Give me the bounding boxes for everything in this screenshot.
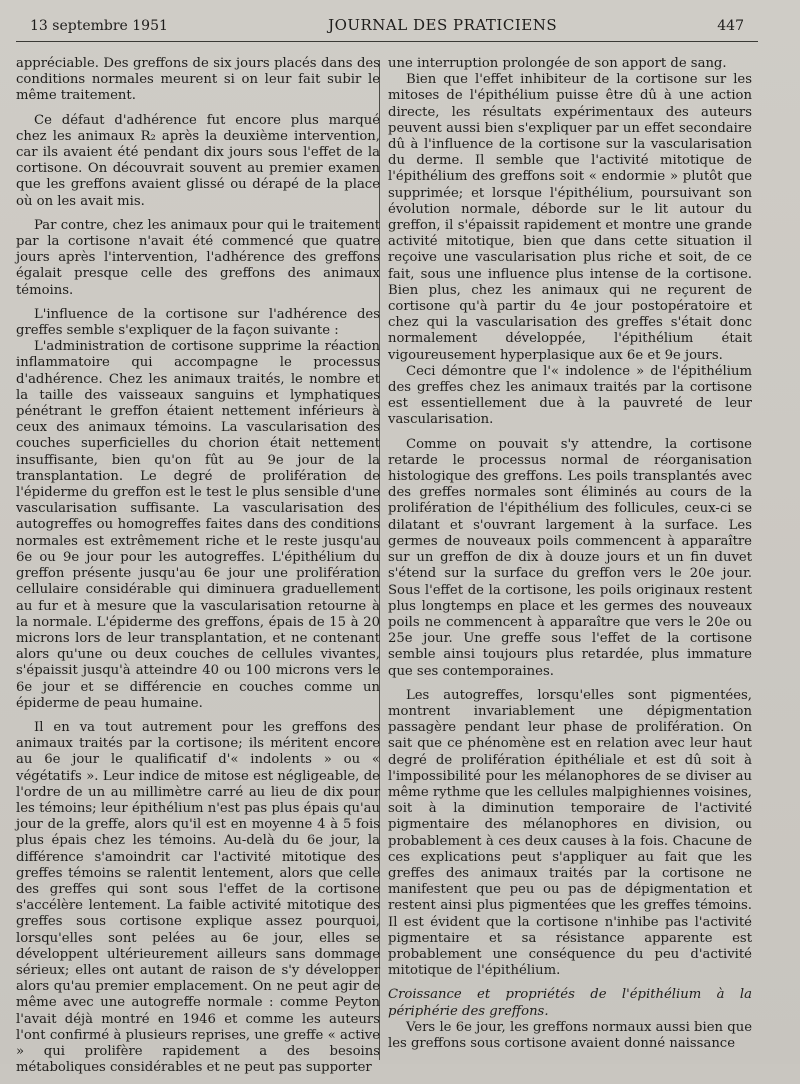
paragraph: Par contre, chez les animaux pour qui le traitement par la cortisone n'avait été commencé que quatre jours après l'intervention, l'adhérence des greffons égalait presque celle des greffons des animaux témoins. <box>16 217 380 298</box>
paragraph: Bien que l'effet inhibiteur de la cortisone sur les mitoses de l'épithélium puisse être dû à une action directe, les résultats expérimentaux des auteurs peuvent aussi bien s'expliquer par un effet secondaire dû à l'influence de la cortisone sur la vascularisation du derme. Il semble que l'activité mitotique de l'épithélium des greffons soit « endormie » plutôt que supprimée; et lorsque l'épithélium, poursuivant son évolution normale, déborde sur le lit autour du greffon, il s'épaissit rapidement et montre une grande activité mitotique, bien que dans cette situation il reçoive une vascularisation plus riche et soit, de ce fait, sous une influence plus intense de la cortisone. Bien plus, chez les animaux qui ne reçurent de cortisone qu'à partir du 4e jour postopératoire et chez qui la vascularisation des greffes s'était donc normalement développée, l'épithélium était vigoureusement hyperplasique aux 6e et 9e jours. <box>388 72 752 363</box>
header-date: 13 septembre 1951 <box>30 18 168 34</box>
paragraph: L'influence de la cortisone sur l'adhérence des greffes semble s'expliquer de la façon suivante : <box>16 306 380 339</box>
paragraph: Comme on pouvait s'y attendre, la cortisone retarde le processus normal de réorganisation histologique des greffons. Les poils transplantés avec des greffes normales sont éliminés au cours de la prolifération de l'épithélium des follicules, ceux-ci se dilatant et s'ouvrant largement à la surface. Les germes de nouveaux poils commencent à apparaître sur un greffon de dix à douze jours et un fin duvet s'étend sur la surface du greffon vers le 20e jour. Sous l'effet de la cortisone, les poils originaux restent plus longtemps en place et les germes des nouveaux poils ne commencent à apparaître que vers le 20e ou 25e jour. Une greffe sous l'effet de la cortisone semble ainsi toujours plus retardée, plus immature que ses contemporaines. <box>388 436 752 679</box>
paragraph: une interruption prolongée de son apport de sang. <box>388 56 727 71</box>
journal-title: JOURNAL DES PRATICIENS <box>328 16 558 34</box>
page-number: 447 <box>717 18 744 34</box>
page-header <box>16 16 758 42</box>
paragraph: L'administration de cortisone supprime la réaction inflammatoire qui accompagne le processus d'adhérence. Chez les animaux traités, le nombre et la taille des vaisseaux sanguins et lymphatiques pénétrant le greffon étaient nettement inférieurs à ceux des animaux témoins. La vascularisation des couches superficielles du chorion était nettement insuffisante, bien qu'on fût au 9e jour de la transplantation. Le degré de prolifération de l'épiderme du greffon est le test le plus sensible d'une vascularisation suffisante. La vascularisation des autogreffes ou homogreffes faites dans des conditions normales est extrêmement riche et le reste jusqu'au 6e ou 9e jour pour les autogreffes. L'épithélium du greffon présente jusqu'au 6e jour une prolifération cellulaire considérable qui diminuera graduellement au fur et à mesure que la vascularisation retourne à la normale. L'épiderme des greffons, épais de 15 à 20 microns lors de leur transplantation, et ne contenant alors qu'une ou deux couches de cellules vivantes, s'épaissit jusqu'à atteindre 40 ou 100 microns vers le 6e jour et se différencie en couches comme un épiderme de peau humaine. <box>16 339 380 711</box>
section-heading: Croissance et propriétés de l'épithélium à la périphérie des greffons. <box>388 987 752 1019</box>
paragraph: Les autogreffes, lorsqu'elles sont pigmentées, montrent invariablement une dépigmentation passagère pendant leur phase de prolifération. On sait que ce phénomène est en relation avec leur haut degré de prolifération épithéliale et est dû soit à l'impossibilité pour les mélanophores de se diviser au même rythme que les cellules malpighiennes voisines, soit à la diminution temporaire de l'activité pigmentaire des mélanophores en division, ou probablement à ces deux causes à la fois. Chacune de ces explications peut s'appliquer au fait que les greffes des animaux traités par la cortisone ne manifestent que peu ou pas de dépigmentation et restent ainsi plus pigmentées que les greffes témoins. Il est évident que la cortisone n'inhibe pas l'activité pigmentaire et sa résistance apparente est probablement une conséquence du peu d'activité mitotique de l'épithélium. <box>388 687 752 979</box>
paragraph: appréciable. Des greffons de six jours placés dans des conditions normales meurent si on leur fait subir le même traitement. <box>16 56 380 104</box>
paragraph: Vers le 6e jour, les greffons normaux aussi bien que les greffons sous cortisone avaient donné naissance <box>388 1019 752 1051</box>
paragraph: Il en va tout autrement pour les greffons des animaux traités par la cortisone; ils méritent encore au 6e jour le qualificatif d'« indolents » ou « végétatifs ». Leur indice de mitose est négligeable, de l'ordre de un au millimètre carré au lieu de dix pour les témoins; leur épithélium n'est pas plus épais qu'au jour de la greffe, alors qu'il est en moyenne 4 à 5 fois plus épais chez les témoins. Au-delà du 6e jour, la différence s'amoindrit car l'activité mitotique des greffes témoins se ralentit lentement, alors que celle des greffes qui sont sous l'effet de la cortisone s'accélère lentement. La faible activité mitotique des greffes sous cortisone explique assez pourquoi, lorsqu'elles sont pelées au 6e jour, elles se développent ultérieurement ailleurs sans dommage sérieux; elles ont autant de raison de s'y développer alors qu'au premier emplacement. On ne peut agir de même avec une autogreffe normale : comme Peyton l'avait déjà montré en 1946 et comme les auteurs l'ont confirmé à plusieurs reprises, une greffe « active » qui prolifère rapidement a des besoins métaboliques considérables et ne peut pas supporter <box>16 719 380 1076</box>
right-column <box>388 56 752 1060</box>
paragraph: Ceci démontre que l'« indolence » de l'épithélium des greffes chez les animaux traités par la cortisone est essentiellement due à la pauvreté de leur vascularisation. <box>388 363 752 428</box>
paragraph: Ce défaut d'adhérence fut encore plus marqué chez les animaux R₂ après la deuxième intervention, car ils avaient été pendant dix jours sous l'effet de la cortisone. On découvrait souvent au premier examen que les greffons avaient glissé ou dérapé de la place où on les avait mis. <box>16 112 380 209</box>
left-column <box>16 56 380 1084</box>
